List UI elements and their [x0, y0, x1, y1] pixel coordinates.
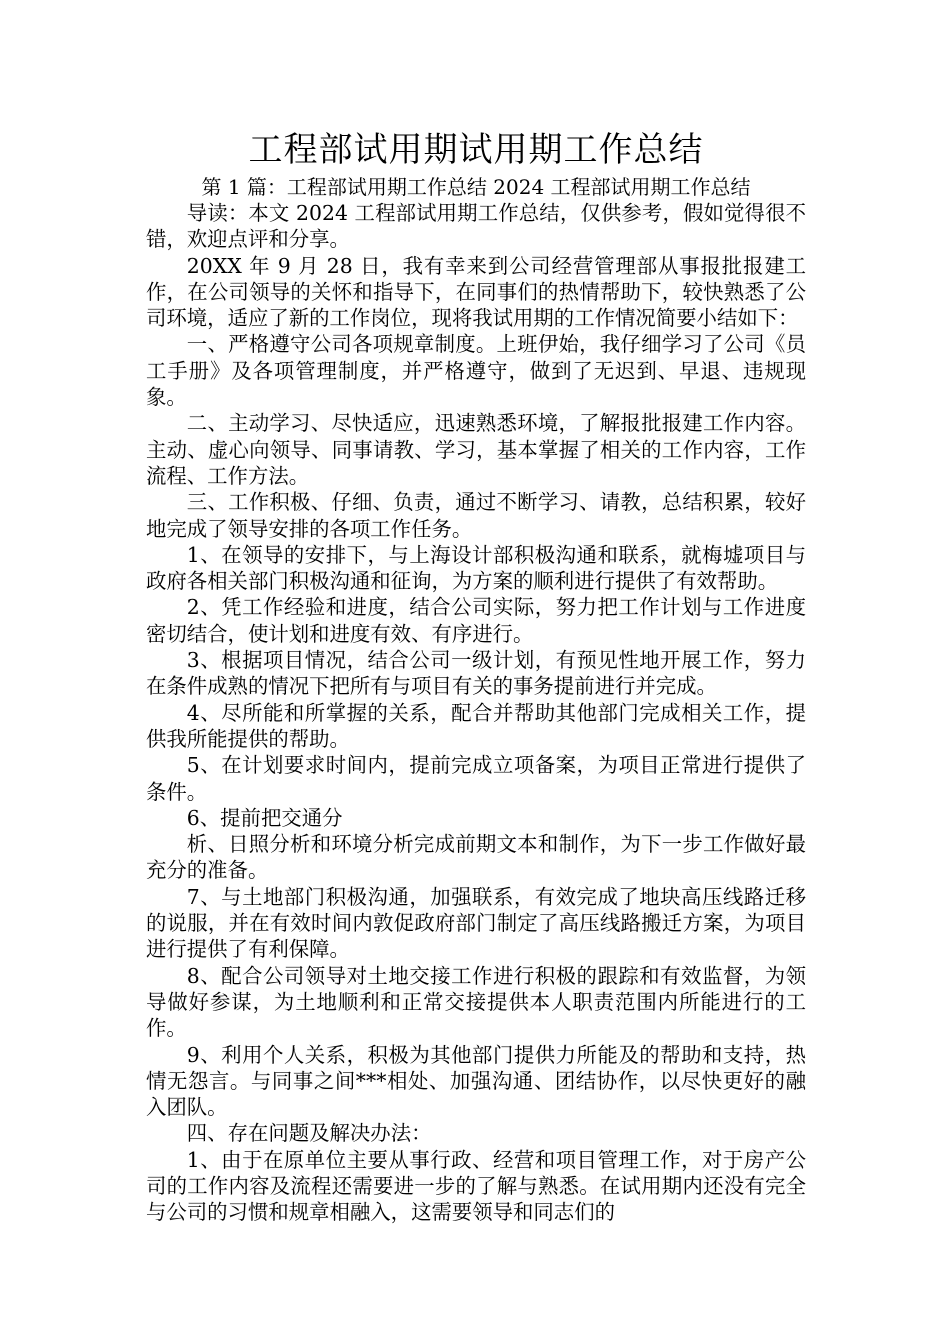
paragraph-section-4: 四、存在问题及解决办法：	[186, 1121, 432, 1146]
paragraph-opening: 20XX 年 9 月 28 日，我有幸来到公司经营管理部从事报批报建工作，在公司领导的关怀和指导下，在同事们的热情帮助下，较快熟悉了公司环境，适应了新的工作岗位，现将我试用期的工作情况简要小结如下：	[146, 253, 806, 331]
paragraph-problem-1: 1、由于在原单位主要从事行政、经营和项目管理工作，对于房产公司的工作内容及流程还需要进一步的了解与熟悉。在试用期内还没有完全与公司的习惯和规章相融入，这需要领导和同志们的	[146, 1147, 806, 1225]
paragraph-item-8: 8、配合公司领导对土地交接工作进行积极的跟踪和有效监督，为领导做好参谋，为土地顺利和正常交接提供本人职责范围内所能进行的工作。	[146, 963, 806, 1041]
paragraph-item-2: 2、凭工作经验和进度，结合公司实际，努力把工作计划与工作进度密切结合，使计划和进度有效、有序进行。	[146, 595, 806, 646]
paragraph-section-3: 三、工作积极、仔细、负责，通过不断学习、请教，总结积累，较好地完成了领导安排的各项工作任务。	[146, 490, 806, 541]
paragraph-section-2: 二、主动学习、尽快适应，迅速熟悉环境，了解报批报建工作内容。主动、虚心向领导、同事请教、学习，基本掌握了相关的工作内容，工作流程、工作方法。	[146, 411, 806, 488]
paragraph-item-4: 4、尽所能和所掌握的关系，配合并帮助其他部门完成相关工作，提供我所能提供的帮助。	[146, 700, 806, 751]
paragraph-item-6-continued: 析、日照分析和环境分析完成前期文本和制作，为下一步工作做好最充分的准备。	[146, 832, 806, 883]
paragraph-item-1: 1、在领导的安排下，与上海设计部积极沟通和联系，就梅墟项目与政府各相关部门积极沟通和征询，为方案的顺利进行提供了有效帮助。	[146, 542, 806, 594]
document-subtitle: 第 1 篇：工程部试用期工作总结 2024 工程部试用期工作总结	[201, 175, 751, 199]
paragraph-item-6: 6、提前把交通分	[186, 805, 343, 830]
paragraph-item-5: 5、在计划要求时间内，提前完成立项备案，为项目正常进行提供了条件。	[146, 753, 806, 804]
paragraph-item-7: 7、与土地部门积极沟通，加强联系，有效完成了地块高压线路迁移的说服，并在有效时间内敦促政府部门制定了高压线路搬迁方案，为项目进行提供了有利保障。	[146, 884, 806, 962]
paragraph-section-1: 一、严格遵守公司各项规章制度。上班伊始，我仔细学习了公司《员工手册》及各项管理制度，并严格遵守，做到了无迟到、早退、违规现象。	[146, 332, 806, 410]
paragraph-item-3: 3、根据项目情况，结合公司一级计划，有预见性地开展工作，努力在条件成熟的情况下把所有与项目有关的事务提前进行并完成。	[146, 648, 806, 699]
paragraph-item-9: 9、利用个人关系，积极为其他部门提供力所能及的帮助和支持，热情无怨言。与同事之间***相处、加强沟通、团结协作，以尽快更好的融入团队。	[146, 1042, 806, 1120]
document-page	[146, 128, 806, 1226]
document-title: 工程部试用期试用期工作总结	[248, 130, 704, 170]
paragraph-intro: 导读：本文 2024 工程部试用期工作总结，仅供参考，假如觉得很不错，欢迎点评和分享。	[146, 201, 806, 252]
